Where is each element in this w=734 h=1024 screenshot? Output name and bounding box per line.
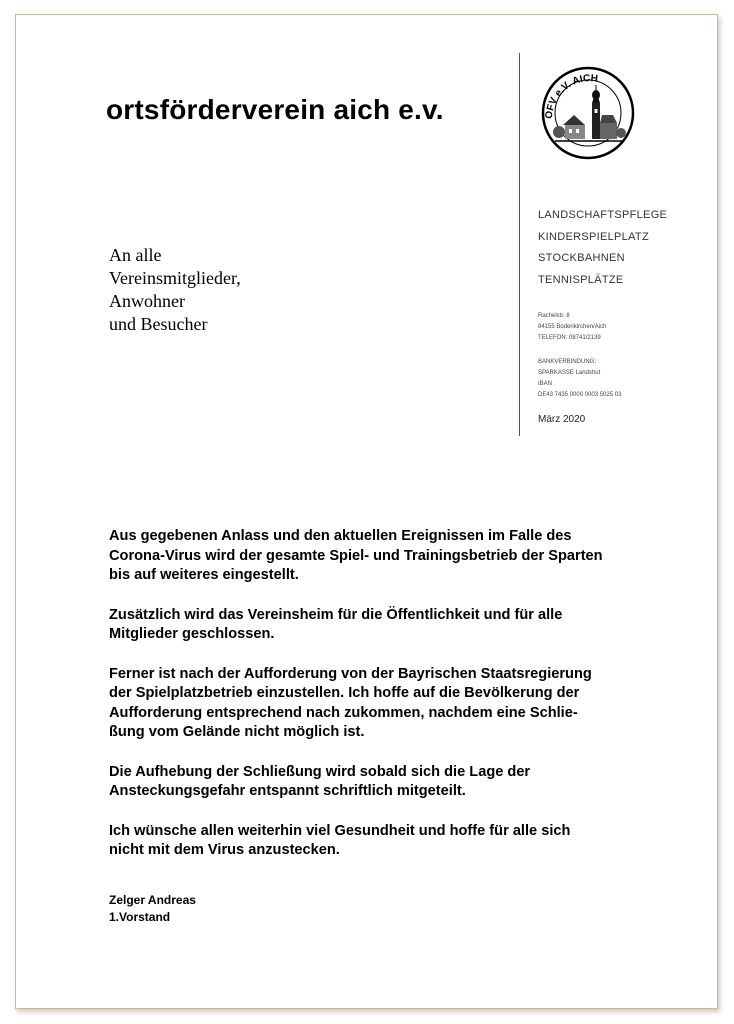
paragraph-line: der Spielplatzbetrieb einzustellen. Ich hoffe auf die Bevölkerung der	[109, 685, 580, 701]
paragraph-line: Aufforderung entsprechend nach zukommen, nachdem eine Schlie-	[109, 704, 578, 721]
paragraph-line: Ich wünsche allen weiterhin viel Gesundheit und hoffe für alle sich	[109, 822, 571, 839]
signature-block	[109, 892, 196, 926]
address-block	[538, 311, 606, 344]
bank-line: SPARKASSE Landshut	[538, 370, 601, 376]
club-logo	[541, 57, 635, 167]
paragraph-line: nicht mit dem Virus anzustecken.	[109, 842, 340, 858]
address-line: 84155 Bodenkirchen/Aich	[538, 324, 607, 330]
paragraph-line: Corona-Virus wird der gesamte Spiel- und Trainingsbetrieb der Sparten	[109, 547, 603, 564]
paragraph	[109, 763, 669, 802]
department-item: KINDERSPIELPLATZ	[538, 230, 649, 243]
paragraph-line: bis auf weiteres eingestellt.	[109, 567, 299, 583]
letter-date: März 2020	[538, 414, 586, 425]
paragraph-line: Die Aufhebung der Schließung wird sobald sich die Lage der	[109, 763, 531, 780]
department-item: TENNISPLÄTZE	[538, 273, 624, 286]
paragraph	[109, 527, 669, 586]
departments-list	[538, 208, 667, 294]
paragraph-line: Mitglieder geschlossen.	[109, 626, 275, 642]
paragraph-line: Ansteckungsgefahr entspannt schriftlich mitgeteilt.	[109, 783, 466, 799]
recipient-line: An alle	[109, 245, 162, 265]
recipient-line: und Besucher	[109, 314, 208, 334]
signature-name: Zelger Andreas	[109, 893, 196, 907]
paragraph-line: Zusätzlich wird das Vereinsheim für die Öffentlichkeit und für alle	[109, 606, 563, 623]
paragraph-line: Ferner ist nach der Aufforderung von der Bayrischen Staatsregierung	[109, 665, 592, 682]
letter-body	[109, 527, 669, 881]
paragraph-line: ßung vom Gelände nicht möglich ist.	[109, 724, 365, 740]
club-name: ortsförderverein aich e.v.	[106, 94, 444, 125]
address-line: Rachelstr. 8	[538, 313, 570, 319]
recipient-line: Anwohner	[109, 291, 185, 311]
iban-line: DE43 7435 0000 0003 5025 03	[538, 392, 622, 398]
signature-title: 1.Vorstand	[109, 910, 171, 924]
department-item: STOCKBAHNEN	[538, 252, 625, 264]
recipients-block	[109, 244, 241, 336]
bank-line: IBAN	[538, 381, 553, 387]
paragraph	[109, 665, 669, 743]
bank-block	[538, 357, 621, 401]
department-item: LANDSCHAFTSPFLEGE	[538, 209, 668, 221]
paragraph-line: Aus gegebenen Anlass und den aktuellen Ereignissen im Falle des	[109, 528, 572, 544]
sidebar-divider	[519, 53, 520, 436]
paragraph	[109, 822, 669, 861]
logo-text: OFV e.V. AICH	[543, 73, 599, 120]
paragraph	[109, 606, 669, 645]
recipient-line: Vereinsmitglieder,	[109, 268, 241, 288]
bank-line: BANKVERBINDUNG:	[538, 359, 597, 365]
letter-page	[15, 14, 718, 1009]
phone-line: TELEFON: 08741/2139	[538, 335, 601, 341]
